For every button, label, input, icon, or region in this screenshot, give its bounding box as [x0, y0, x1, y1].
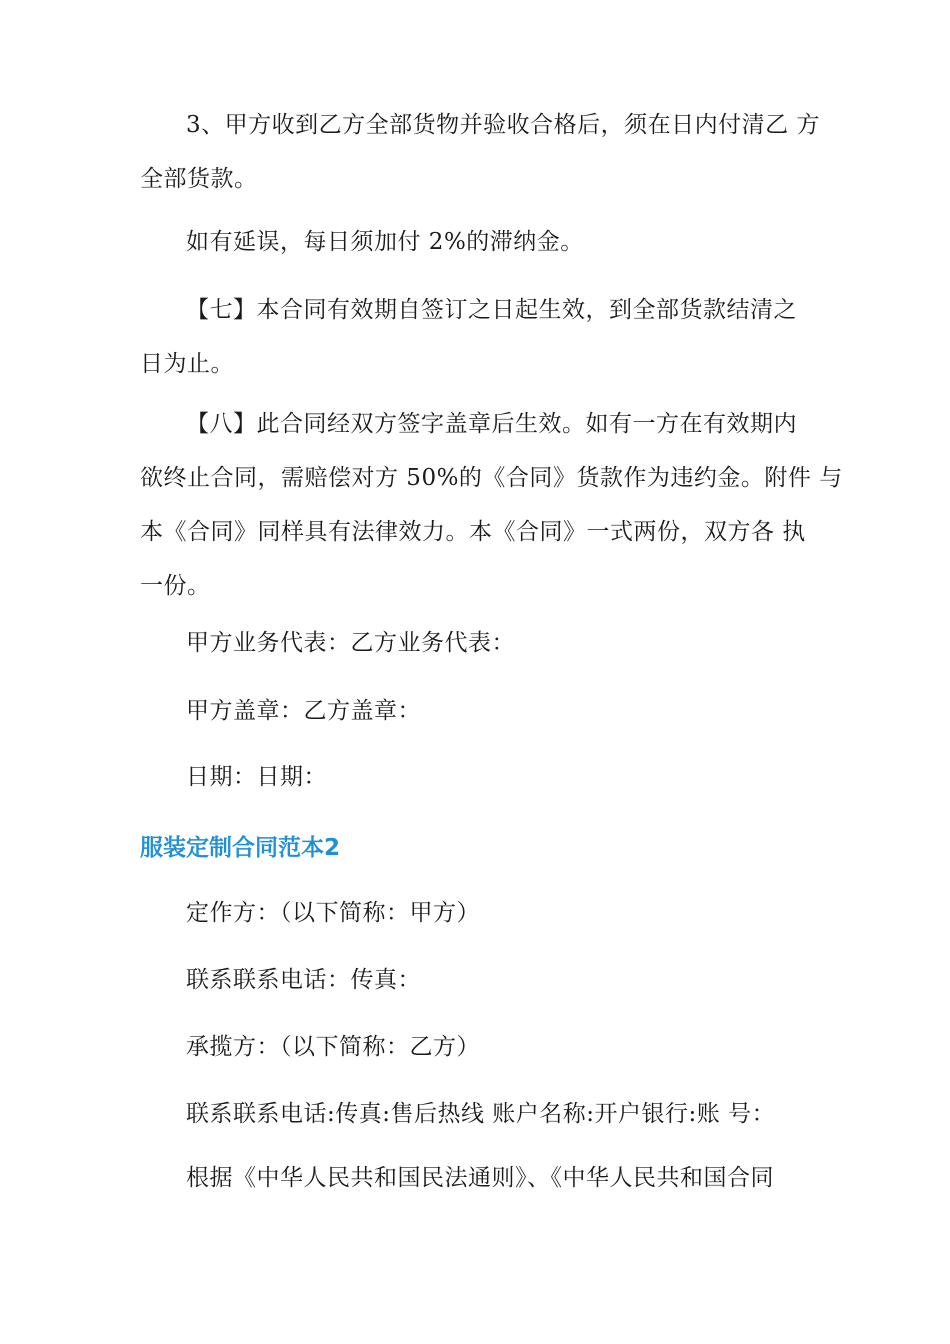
- section-heading: 服装定制合同范本2: [140, 835, 341, 861]
- paragraph-representatives: [140, 616, 822, 670]
- paragraph-line: 如有延误，每日须加付 2%的滞纳金。: [186, 229, 584, 255]
- paragraph-line: 【八】此合同经双方签字盖章后生效。如有一方在有效期内: [186, 411, 797, 437]
- paragraph-clause-seven: [140, 283, 822, 391]
- paragraph-dates: [140, 750, 822, 804]
- paragraph-line: 联系联系电话:传真:售后热线 账户名称:开户银行:账 号：: [186, 1101, 776, 1127]
- paragraph-line: 甲方业务代表：乙方业务代表：: [186, 630, 515, 656]
- paragraph-line: 一份。: [140, 573, 211, 599]
- paragraph-late-fee: [140, 215, 822, 269]
- paragraph-line: 全部货款。: [140, 166, 258, 192]
- paragraph-line: 【七】本合同有效期自签订之日起生效，到全部货款结清之: [186, 297, 797, 323]
- paragraph-line: 本《合同》同样具有法律效力。本《合同》一式两份，双方各 执: [140, 519, 806, 545]
- paragraph-clause-eight: [140, 397, 843, 613]
- paragraph-line: 日为止。: [140, 351, 234, 377]
- paragraph-line: 日期：日期：: [186, 764, 327, 790]
- paragraph-line: 根据《中华人民共和国民法通则》、《中华人民共和国合同: [186, 1165, 774, 1191]
- paragraph-payment-terms: [140, 98, 822, 206]
- paragraph-orderer-contact: [140, 953, 822, 1007]
- paragraph-line: 定作方：（以下简称：甲方）: [186, 900, 480, 926]
- paragraph-legal-basis: [140, 1151, 822, 1205]
- paragraph-line: 联系联系电话：传真：: [186, 967, 421, 993]
- paragraph-contractor: [140, 1020, 822, 1074]
- paragraph-seals: [140, 684, 822, 738]
- paragraph-line: 承揽方：（以下简称：乙方）: [186, 1034, 480, 1060]
- paragraph-line: 3、甲方收到乙方全部货物并验收合格后，须在日内付清乙 方: [186, 112, 820, 138]
- paragraph-orderer: [140, 886, 822, 940]
- paragraph-line: 甲方盖章：乙方盖章：: [186, 698, 421, 724]
- paragraph-contractor-contact: [140, 1087, 822, 1141]
- paragraph-line: 欲终止合同，需赔偿对方 50%的《合同》货款作为违约金。附件 与: [140, 465, 843, 491]
